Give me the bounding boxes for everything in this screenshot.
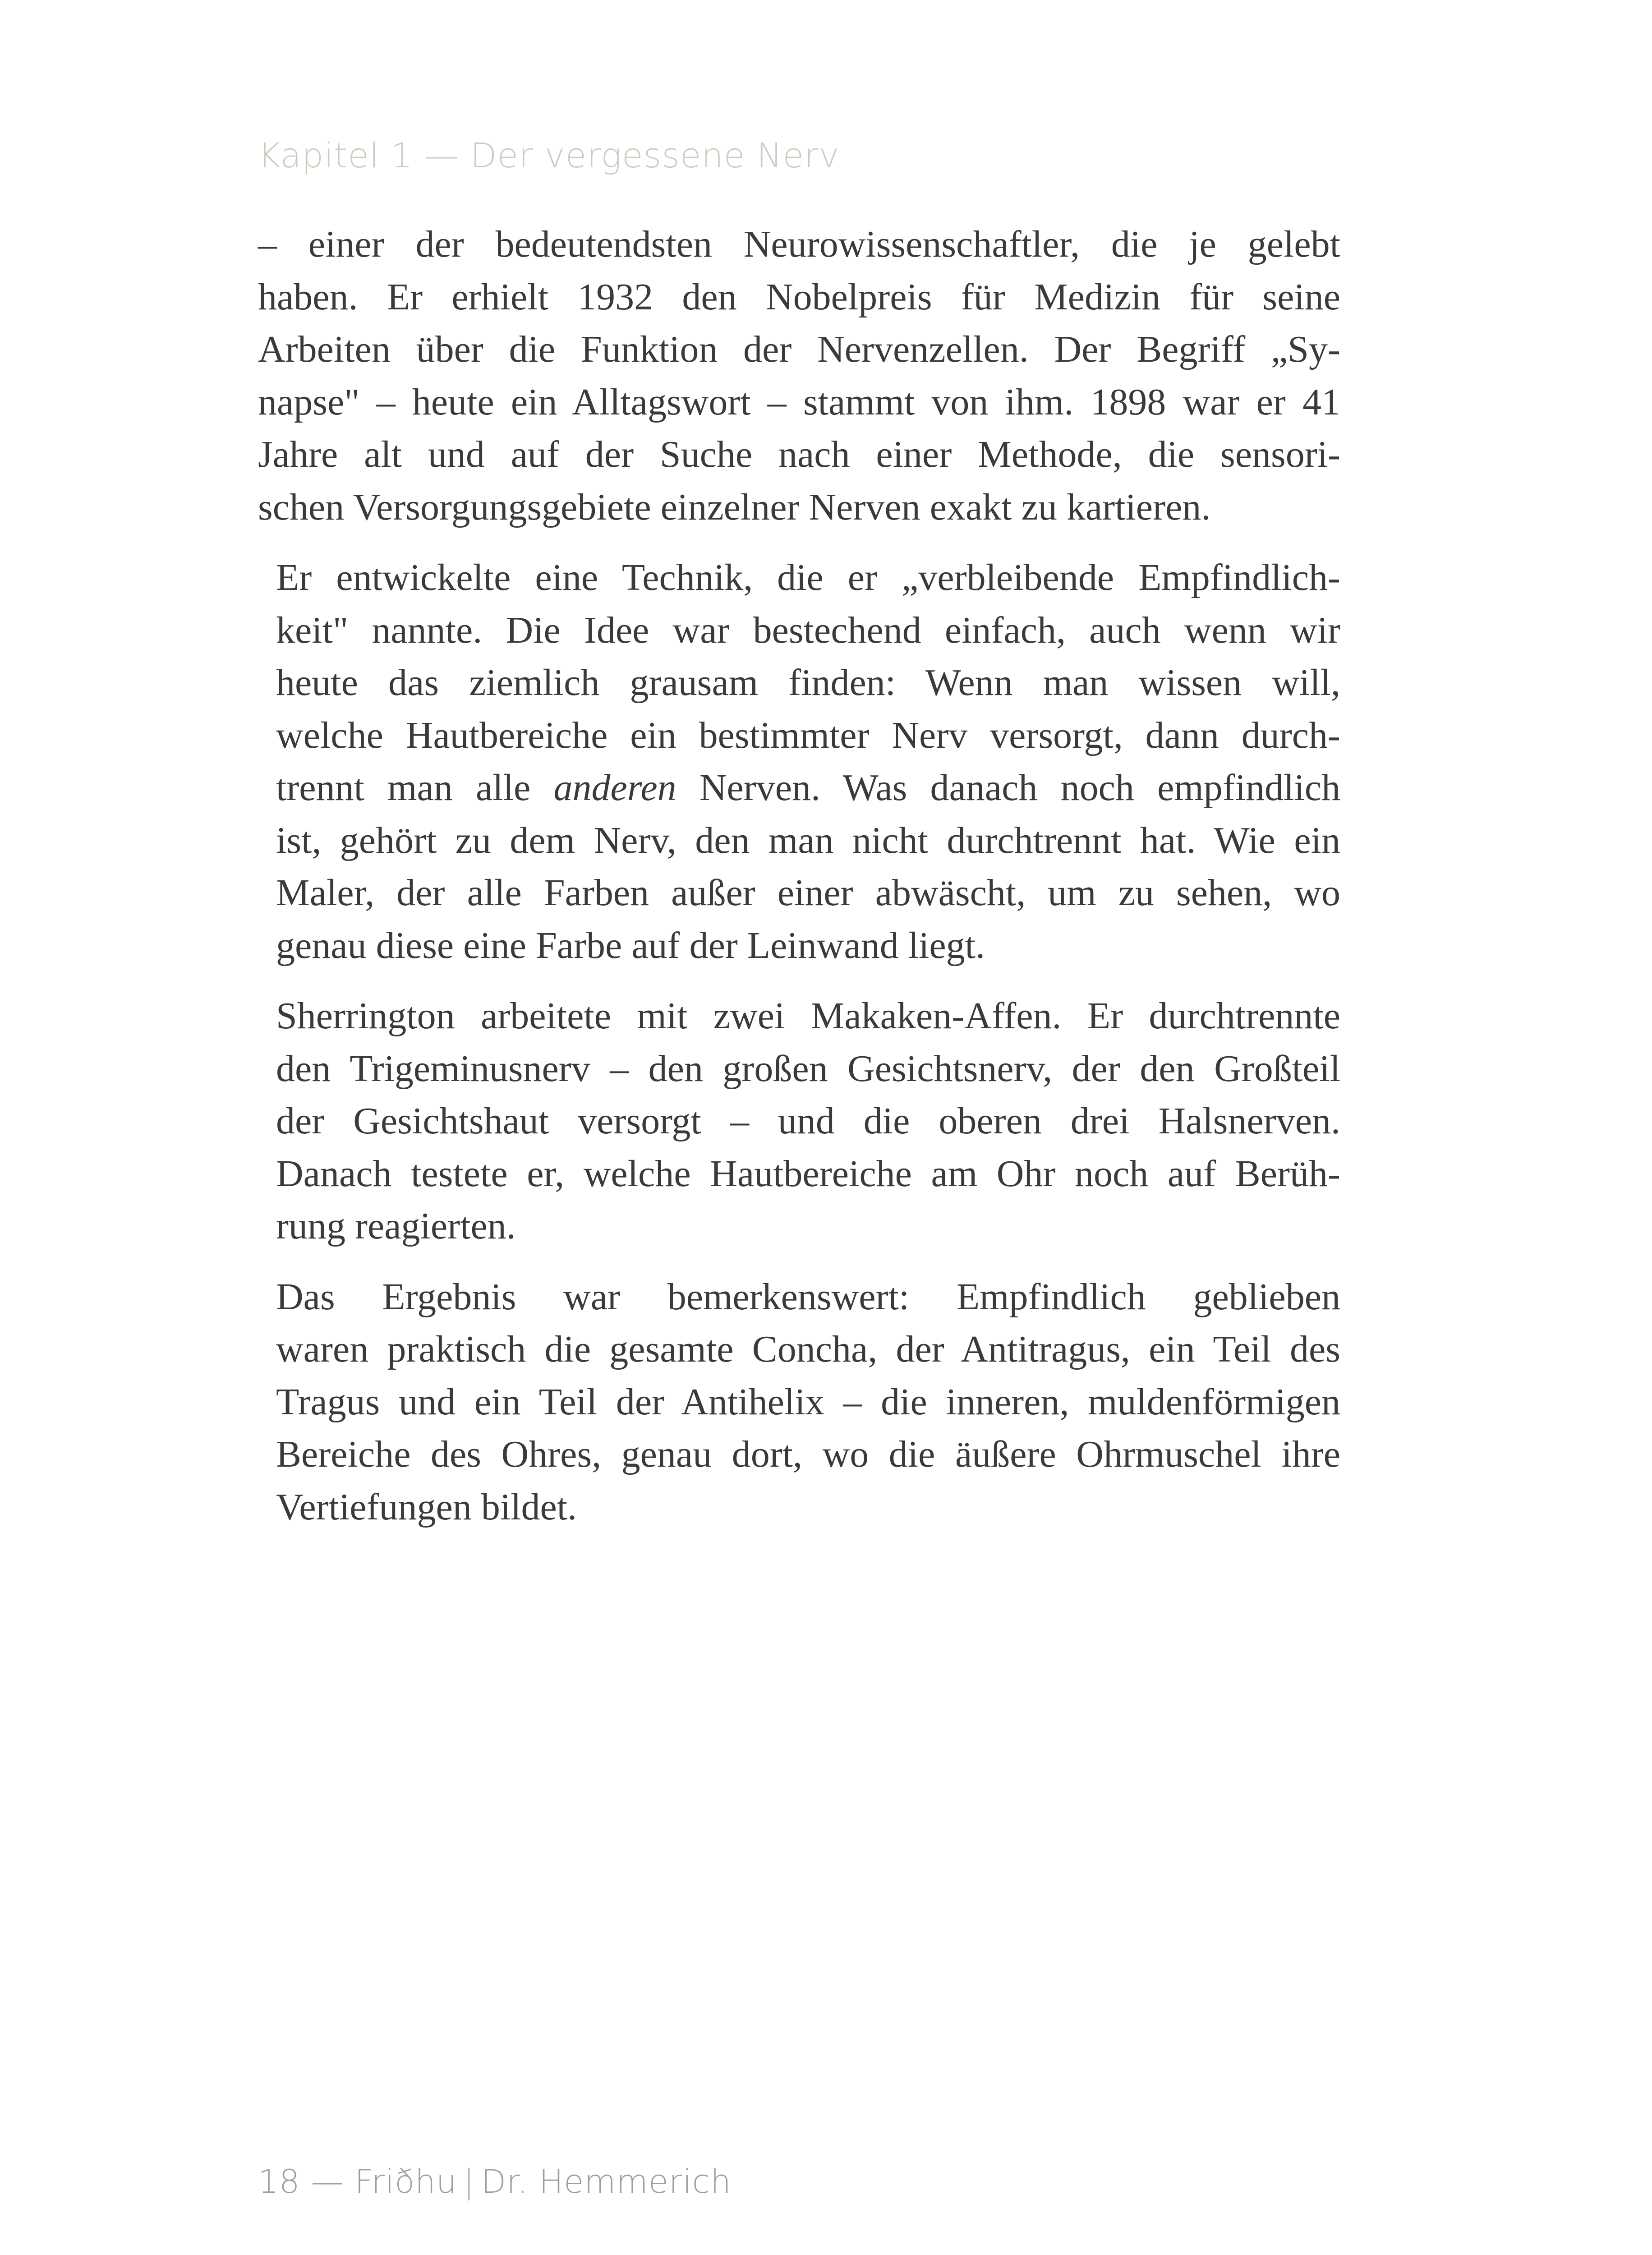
text-segment: Nerven. Was danach noch empfindlich	[676, 767, 1340, 809]
footer-dash: —	[311, 2163, 344, 2200]
text-line: Jahre alt und auf der Suche nach einer Methode, die sensori-	[258, 433, 1340, 475]
text-line: Tragus und ein Teil der Antihelix – die inneren, muldenförmigen	[276, 1381, 1340, 1423]
body-text	[258, 218, 1340, 1551]
text-line: Sherrington arbeitete mit zwei Makaken-Affen. Er durchtrennte	[276, 995, 1340, 1037]
text-line: rung reagierten.	[276, 1205, 516, 1247]
emphasized-word: anderen	[553, 767, 676, 809]
text-line: genau diese eine Farbe auf der Leinwand liegt.	[276, 924, 985, 966]
text-segment: trennt man alle	[276, 767, 554, 809]
footer-separator: |	[463, 2163, 475, 2200]
text-line: den Trigeminusnerv – den großen Gesichtsnerv, der den Großteil	[276, 1047, 1340, 1090]
text-line: – einer der bedeutendsten Neurowissenschaftler, die je gelebt	[258, 223, 1340, 265]
paragraph-4	[258, 1271, 1340, 1534]
text-line: Maler, der alle Farben außer einer abwäscht, um zu sehen, wo	[276, 872, 1340, 914]
text-line: der Gesichtshaut versorgt – und die oberen drei Halsnerven.	[276, 1100, 1340, 1142]
text-line: Arbeiten über die Funktion der Nervenzellen. Der Begriff „Sy-	[258, 328, 1340, 370]
book-title: Friðhu	[354, 2163, 457, 2200]
text-line: napse" – heute ein Alltagswort – stammt von ihm. 1898 war er 41	[258, 381, 1340, 423]
running-header: Kapitel 1 — Der vergessene Nerv	[258, 135, 840, 175]
page-footer	[258, 2163, 732, 2200]
text-line: haben. Er erhielt 1932 den Nobelpreis für Medizin für seine	[258, 276, 1340, 318]
author-name: Dr. Hemmerich	[481, 2163, 732, 2200]
paragraph-3	[258, 990, 1340, 1253]
paragraph-1	[258, 218, 1340, 534]
text-line: Das Ergebnis war bemerkenswert: Empfindlich geblieben	[276, 1275, 1340, 1318]
text-line: Er entwickelte eine Technik, die er „verbleibende Empfindlich-	[276, 557, 1340, 598]
text-line: waren praktisch die gesamte Concha, der Antitragus, ein Teil des	[276, 1328, 1340, 1370]
text-line-with-emphasis	[258, 762, 1340, 815]
text-line: Vertiefungen bildet.	[276, 1486, 577, 1528]
text-line: schen Versorgungsgebiete einzelner Nerven exakt zu kartieren.	[258, 486, 1211, 528]
text-line: welche Hautbereiche ein bestimmter Nerv versorgt, dann durch-	[276, 714, 1340, 756]
text-line: Danach testete er, welche Hautbereiche am Ohr noch auf Berüh-	[276, 1152, 1340, 1195]
text-line: heute das ziemlich grausam finden: Wenn man wissen will,	[276, 662, 1340, 704]
text-line: ist, gehört zu dem Nerv, den man nicht durchtrennt hat. Wie ein	[276, 819, 1340, 861]
text-line: Bereiche des Ohres, genau dort, wo die äußere Ohrmuschel ihre	[276, 1433, 1340, 1475]
paragraph-2	[258, 552, 1340, 972]
text-line: keit" nannte. Die Idee war bestechend einfach, auch wenn wir	[276, 609, 1340, 651]
page-number: 18	[258, 2163, 300, 2200]
